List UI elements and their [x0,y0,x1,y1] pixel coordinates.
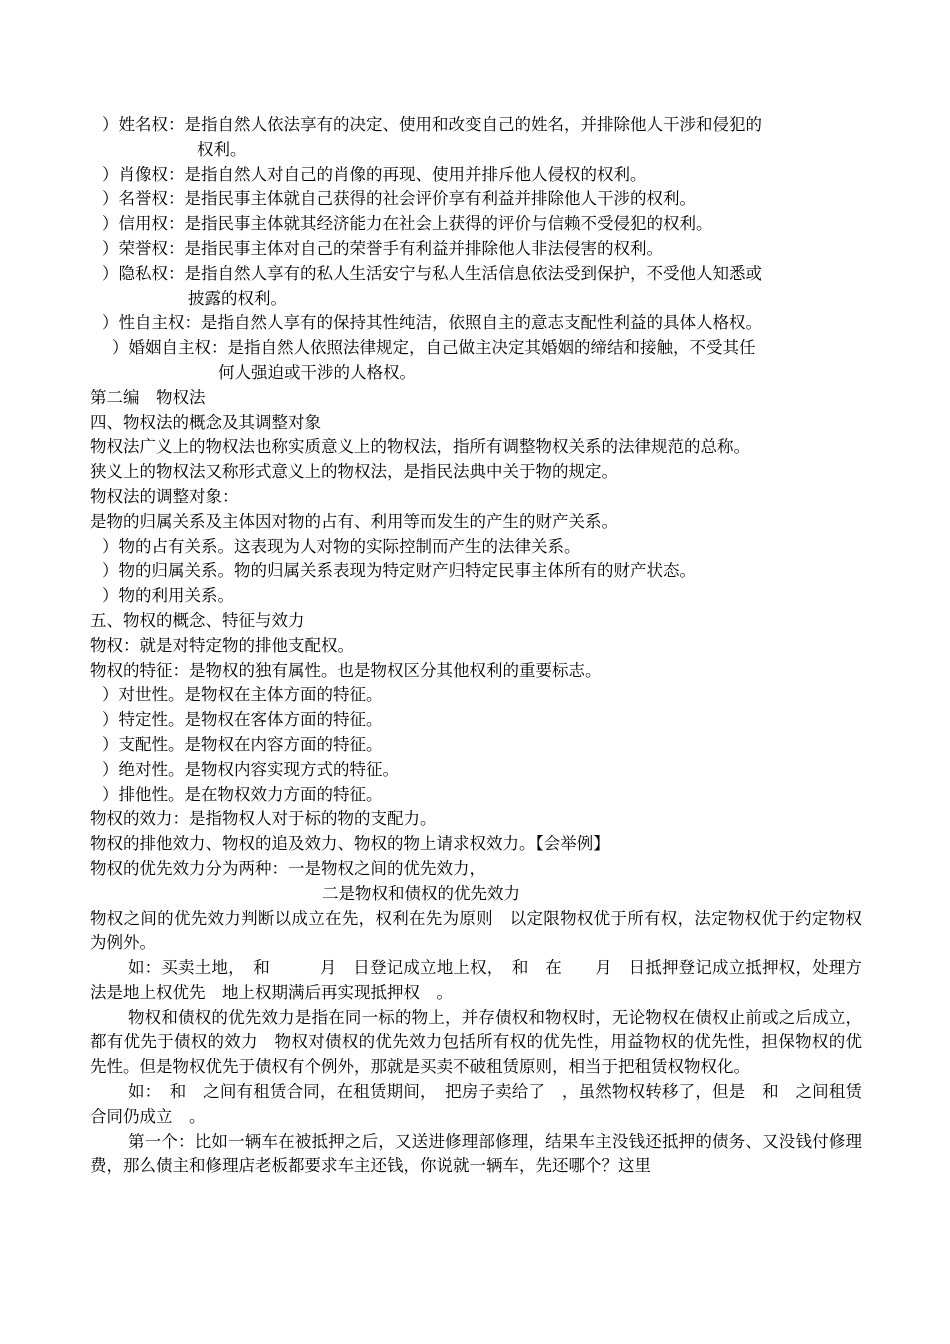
paragraph: 物权的优先效力分为两种：一是物权之间的优先效力， [90,858,486,878]
paragraph: 是物的归属关系及主体因对物的占有、利用等而发生的产生的财产关系。 [90,511,618,531]
section-heading: 五、物权的概念、特征与效力 [90,610,305,630]
paragraph-continued: 二是物权和债权的优先效力 [322,883,520,903]
list-item: ）物的利用关系。 [102,586,234,606]
personal-right-privacy [90,262,862,312]
paragraph: 物权：就是对特定物的排他支配权。 [90,635,354,655]
paragraph: 物权的排他效力、物权的追及效力、物权的物上请求权效力。【会举例】 [90,834,610,854]
list-item: ）物的占有关系。这表现为人对物的实际控制而产生的法律关系。 [102,536,581,556]
personal-right-name [90,113,862,163]
right-line-continued: 何人强迫或干涉的人格权。 [218,362,416,382]
example-paragraph: 如： 和 之间有租赁合同，在租赁期间， 把房子卖给了 ，虽然物权转移了，但是 和 之间租赁合同仍成立 。 [90,1082,862,1126]
example-paragraph: 如：买卖土地， 和 月 日登记成立地上权， 和 在 月 日抵押登记成立抵押权，处理方法是地上权优先 地上权期满后再实现抵押权 。 [90,958,862,1002]
paragraph: 物权法广义上的物权法也称实质意义上的物权法，指所有调整物权关系的法律规范的总称。 [90,437,750,457]
list-item: ）对世性。是物权在主体方面的特征。 [102,685,383,705]
example-paragraph: 第一个：比如一辆车在被抵押之后，又送进修理部修理，结果车主没钱还抵押的债务、又没钱付修理费，那么债主和修理店老板都要求车主还钱，你说就一辆车，先还哪个？这里 [90,1131,862,1176]
right-line: ）隐私权：是指自然人享有的私人生活安宁与私人生活信息依法受到保护，不受他人知悉或 [102,263,762,283]
list-item: ）排他性。是在物权效力方面的特征。 [102,784,383,804]
right-line: ）信用权：是指民事主体就其经济能力在社会上获得的评价与信赖不受侵犯的权利。 [102,214,713,234]
personal-right-honor [90,237,862,262]
paragraph: 物权的特征：是物权的独有属性。也是物权区分其他权利的重要标志。 [90,660,602,680]
paragraph: 物权之间的优先效力判断以成立在先，权利在先为原则 以定限物权优于所有权，法定物权优于约定物权为例外。 [90,908,862,953]
personal-right-credit [90,212,862,237]
list-item: ）物的归属关系。物的归属关系表现为特定财产归特定民事主体所有的财产状态。 [102,561,696,581]
personal-right-marriage [90,336,862,386]
paragraph: 物权法的调整对象： [90,486,239,506]
right-line: ）名誉权：是指民事主体就自己获得的社会评价享有利益并排除他人干涉的权利。 [102,189,696,209]
right-line: ）姓名权：是指自然人依法享有的决定、使用和改变自己的姓名，并排除他人干涉和侵犯的 [102,115,762,134]
paragraph: 狭义上的物权法又称形式意义上的物权法，是指民法典中关于物的规定。 [90,462,618,482]
list-item: ）绝对性。是物权内容实现方式的特征。 [102,759,399,779]
part-heading: 第二编 物权法 [90,387,206,407]
personal-right-sexual-autonomy [90,311,862,336]
right-line: ）荣誉权：是指民事主体对自己的荣誉手有利益并排除他人非法侵害的权利。 [102,238,663,258]
right-line-continued: 权利。 [197,139,247,159]
personal-right-portrait [90,163,862,188]
paragraph: 物权和债权的优先效力是指在同一标的物上，并存债权和物权时，无论物权在债权止前或之后成立，都有优先于债权的效力 物权对债权的优先效力包括所有权的优先性，用益物权的优先性，担保物权的优先性。但是物权优先于债权有个例外，那就是买卖不破租赁原则，相当于把租赁权物权化。 [90,1007,862,1077]
right-line: ）婚姻自主权：是指自然人依照法律规定，自己做主决定其婚姻的缔结和接触，不受其任 [112,338,756,358]
document-page [90,113,862,1179]
personal-right-reputation [90,187,862,212]
right-line: ）肖像权：是指自然人对自己的肖像的再现、使用并排斥他人侵权的权利。 [102,164,647,184]
paragraph: 物权的效力：是指物权人对于标的物的支配力。 [90,809,437,829]
right-line-continued: 披露的权利。 [188,288,287,308]
list-item: ）支配性。是物权在内容方面的特征。 [102,734,383,754]
section-heading: 四、物权法的概念及其调整对象 [90,412,321,432]
right-line: ）性自主权：是指自然人享有的保持其性纯洁，依照自主的意志支配性利益的具体人格权。 [102,313,762,333]
list-item: ）特定性。是物权在客体方面的特征。 [102,710,383,730]
